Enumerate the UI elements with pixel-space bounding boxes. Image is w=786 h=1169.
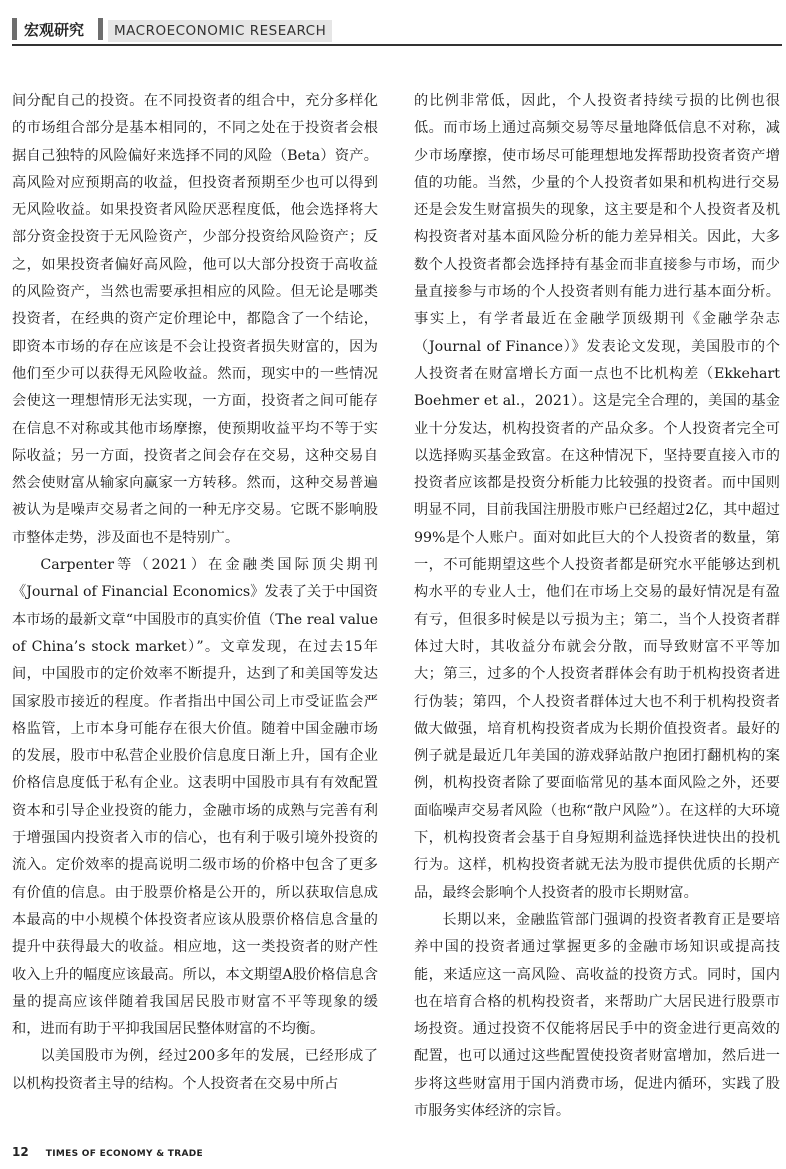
header-bar-divider — [98, 18, 103, 40]
paragraph: 的比例非常低，因此，个人投资者持续亏损的比例也很低。而市场上通过高频交易等尽量地降低信息不对称，减少市场摩擦，使市场尽可能理想地发挥帮助投资者资产增值的功能。当然，少量的个人投资者如果和机构进行交易还是会发生财富损失的现象，这主要是和个人投资者及机构投资者对基本面风险分析的能力差异相关。因此，大多数个人投资者都会选择持有基金而非直接参与市场，而少量直接参与市场的个人投资者则有能力进行基本面分析。事实上，有学者最近在金融学顶级期刊《金融学杂志（Journal of Finance）》发表论文发现，美国股市的个人投资者在财富增长方面一点也不比机构差（Ekkehart Boehmer et al.，2021）。这是完全合理的，美国的基金业十分发达，机构投资者的产品众多。个人投资者完全可以选择购买基金致富。在这种情况下，坚持要直接入市的投资者应该都是投资分析能力比较强的投资者。而中国则明显不同，目前我国注册股市账户已经超过2亿，其中超过99%是个人账户。面对如此巨大的个人投资者的数量，第一，不可能期望这些个人投资者都是研究水平能够达到机构水平的专业人士，他们在市场上交易的最好情况是有盈有亏，但很多时候是以亏损为主；第二，当个人投资者群体过大时，其收益分布就会分散，而导致财富不平等加大；第三，过多的个人投资者群体会有助于机构投资者进行伪装；第四，个人投资者群体过大也不利于机构投资者做大做强，培育机构投资者成为长期价值投资者。最好的例子就是最近几年美国的游戏驿站散户抱团打翻机构的案例，机构投资者除了要面临常见的基本面风险之外，还要面临噪声交易者风险（也称“散户风险”）。在这样的大环境下，机构投资者会基于自身短期利益选择快进快出的投机行为。这样，机构投资者就无法为股市提供优质的长期产品，最终会影响个人投资者的股市长期财富。 — [414, 93, 780, 901]
paragraph: Carpenter等（2021）在金融类国际顶尖期刊《Journal of Financial Economics》发表了关于中国资本市场的最新文章“中国股市的真实价值（The real value of China’s stock market）”。文章发现，在过去15年间，中国股市的定价效率不断提升，达到了和美国等发达国家股市接近的程度。作者指出中国公司上市受证监会严格监管，上市本身可能存在很大价值。随着中国金融市场的发展，股市中私营企业股价信息度日渐上升，国有企业价格信息度低于私有企业。这表明中国股市具有有效配置资本和引导企业投资的能力，金融市场的成熟与完善有利于增强国内投资者入市的信心，也有利于吸引境外投资的流入。定价效率的提高说明二级市场的价格中包含了更多有价值的信息。由于股票价格是公开的，所以获取信息成本最高的中小规模个体投资者应该从股票价格信息含量的提升中获得最大的收益。相应地，这一类投资者的财产性收入上升的幅度应该最高。所以，本文期望A股价格信息含量的提高应该伴随着我国居民股市财富不平等现象的缓和，进而有助于平抑我国居民整体财富的不均衡。 — [12, 557, 378, 1038]
header-bar-left — [12, 18, 17, 40]
left-column — [12, 88, 378, 1098]
header-rule — [12, 44, 782, 46]
paragraph: 间分配自己的投资。在不同投资者的组合中，充分多样化的市场组合部分是基本相同的，不同之处在于投资者会根据自己独特的风险偏好来选择不同的风险（Beta）资产。高风险对应预期高的收益，但投资者预期至少也可以得到无风险收益。如果投资者风险厌恶程度低，他会选择将大部分资金投资于无风险资产，少部分投资给风险资产；反之，如果投资者偏好高风险，他可以大部分投资于高收益的风险资产，当然也需要承担相应的风险。但无论是哪类投资者，在经典的资产定价理论中，都隐含了一个结论，即资本市场的存在应该是不会让投资者损失财富的，因为他们至少可以获得无风险收益。然而，现实中的一些情况会使这一理想情形无法实现，一方面，投资者之间可能存在信息不对称或其他市场摩擦，使预期收益平均不等于实际收益；另一方面，投资者之间会存在交易，这种交易自然会使财富从输家向赢家一方转移。然而，这种交易普遍被认为是噪声交易者之间的一种无序交易。它既不影响股市整体走势，涉及面也不是特别广。 — [12, 93, 378, 546]
section-title-chinese: 宏观研究 — [24, 21, 85, 39]
paragraph: 以美国股市为例，经过200多年的发展，已经形成了以机构投资者主导的结构。个人投资者在交易中所占 — [12, 1048, 378, 1092]
section-title-english: MACROECONOMIC RESEARCH — [108, 20, 332, 42]
right-column — [414, 88, 780, 1125]
paragraph: 长期以来，金融监管部门强调的投资者教育正是要培养中国的投资者通过掌握更多的金融市场知识或提高技能，来适应这一高风险、高收益的投资方式。同时，国内也在培育合格的机构投资者，来帮助广大居民进行股票市场投资。通过投资不仅能将居民手中的资金进行更高效的配置，也可以通过这些配置使投资者财富增加，然后进一步将这些财富用于国内消费市场，促进内循环，实践了股市服务实体经济的宗旨。 — [414, 911, 780, 1119]
publication-name: TIMES OF ECONOMY & TRADE — [45, 1149, 203, 1159]
running-header — [12, 14, 782, 44]
page-number: 12 — [12, 1145, 29, 1159]
page-footer — [12, 1141, 203, 1160]
